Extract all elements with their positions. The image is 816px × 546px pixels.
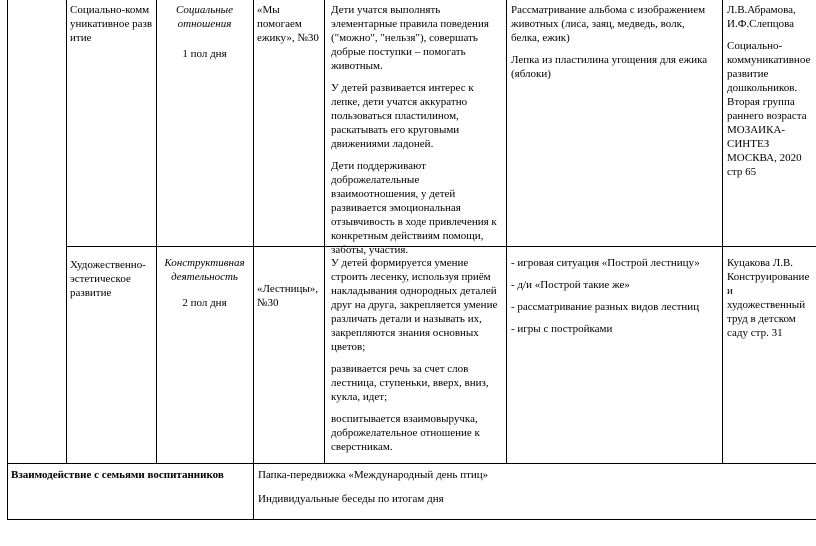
row1-activity-cell (158, 3, 251, 61)
goal-paragraph: Дети поддерживают доброжелательные взаимоотношения, у детей развивается эмоциональная отзывчивость в ходе привлечения к конкретным действиям помощи, заботы, участия. (331, 160, 497, 256)
goal-paragraph: У детей развивается интерес к лепке, дети учатся аккуратно пользоваться пластилином, раскатывать его круговыми движениями ладоней. (331, 82, 474, 150)
literature-authors: Л.В.Абрамова, И.Ф.Слепцова (727, 4, 796, 30)
row1-activity: Социальные отношения (175, 4, 233, 30)
table-border (7, 0, 8, 520)
family-interaction-items (258, 468, 758, 514)
table-border (506, 0, 507, 463)
row2-activity-cell (158, 256, 251, 310)
row2-time: 2 пол дня (182, 297, 227, 309)
row2-forms (511, 256, 715, 344)
family-item: Папка-передвижка «Международный день птиц» (258, 469, 489, 481)
form-paragraph: - игровая ситуация «Построй лестницу» (511, 257, 700, 269)
row1-time: 1 пол дня (182, 48, 227, 60)
table-border (7, 463, 816, 464)
table-border (722, 0, 723, 463)
table-border (66, 0, 67, 463)
goal-paragraph: У детей формируется умение строить лесенку, используя приём накладывания однородных деталей друг на друга, закрепляется умение различать детали и называть их, закрепляются знания основных цветов; (331, 257, 498, 353)
goal-paragraph: Дети учатся выполнять элементарные правила поведения ("можно", "нельзя"), совершать добрые поступки – помогать животным. (331, 4, 489, 72)
literature-title: Социально-коммуникативное развитие дошкольников. Вторая группа раннего возраста МОЗАИКА-СИНТЕЗ МОСКВА, 2020 стр 65 (727, 40, 811, 178)
goal-paragraph: воспитывается взаимовыручка, доброжелательное отношение к сверстникам. (331, 413, 480, 453)
row2-area: Художественно-эстетическое развитие (70, 259, 146, 299)
form-paragraph: - игры с постройками (511, 323, 613, 335)
form-paragraph: Рассматривание альбома с изображением животных (лиса, заяц, медведь, волк, белка, ежик) (511, 4, 706, 44)
table-border (156, 0, 157, 463)
row2-activity: Конструктивная деятельность (164, 257, 245, 283)
form-paragraph: - д/и «Построй такие же» (511, 279, 630, 291)
goal-paragraph: развивается речь за счет слов лестница, ступеньки, вверх, вниз, кукла, идет; (331, 363, 489, 403)
row1-literature (727, 3, 813, 187)
form-paragraph: - рассматривание разных видов лестниц (511, 301, 700, 313)
table-border (324, 0, 325, 463)
row2-topic: «Лестницы», №30 (257, 283, 319, 309)
family-interaction-label: Взаимодействие с семьями воспитанников (11, 469, 224, 481)
table-border (253, 0, 254, 520)
row2-goals (331, 256, 503, 462)
row2-literature: Куцакова Л.В. Конструирование и художественный труд в детском саду стр. 31 (727, 257, 810, 339)
row1-area: Социально-коммуникативное развитие (70, 4, 153, 44)
table-border (7, 519, 816, 520)
family-item: Индивидуальные беседы по итогам дня (258, 493, 444, 505)
row1-forms (511, 3, 715, 89)
row1-topic: «Мы помогаем ежику», №30 (257, 4, 319, 44)
row1-goals (331, 3, 503, 265)
form-paragraph: Лепка из пластилина угощения для ежика (яблоки) (511, 54, 708, 80)
